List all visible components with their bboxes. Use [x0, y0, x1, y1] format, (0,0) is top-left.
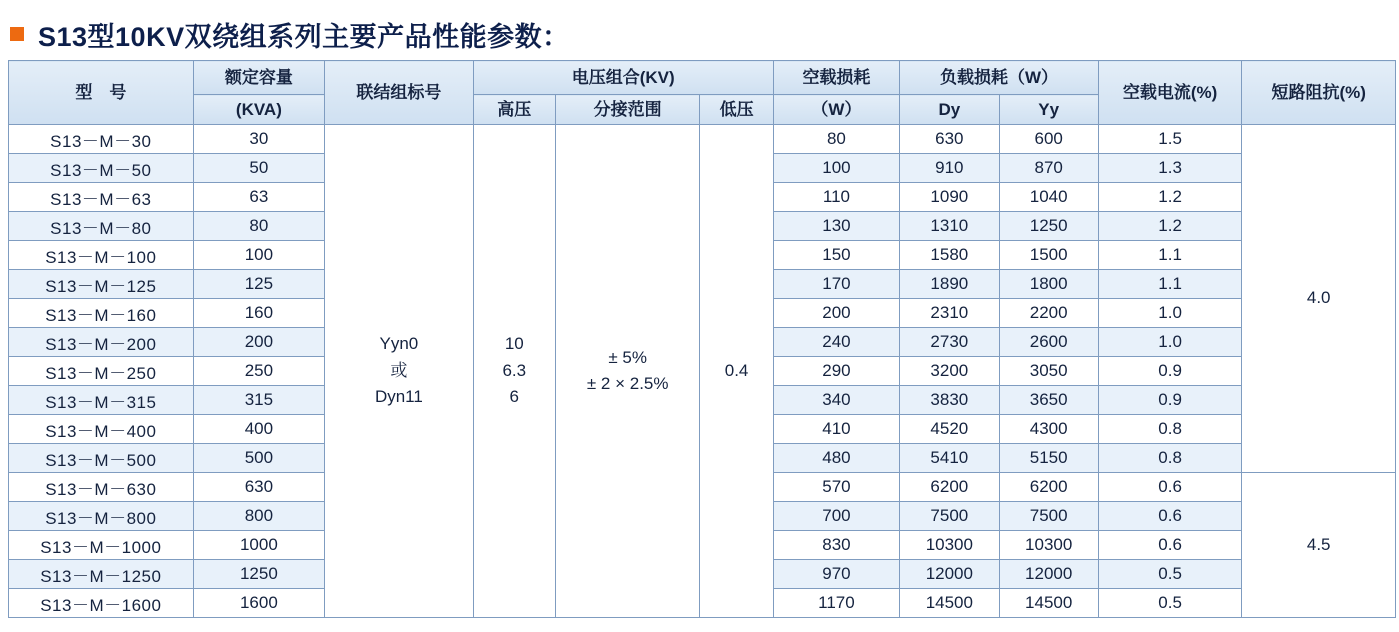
bullet-square-icon [10, 27, 24, 41]
cell-load-loss-dy: 6200 [900, 473, 999, 502]
cell-model: S13－M－30 [9, 125, 194, 154]
cell-load-loss-dy: 14500 [900, 589, 999, 618]
cell-load-loss-yy: 3050 [999, 357, 1098, 386]
cell-load-loss-yy: 14500 [999, 589, 1098, 618]
cell-no-load-current: 1.2 [1098, 212, 1242, 241]
cell-connection-merged [325, 125, 474, 618]
cell-capacity: 100 [193, 241, 324, 270]
cell-model: S13－M－1600 [9, 589, 194, 618]
cell-capacity: 80 [193, 212, 324, 241]
cell-load-loss-dy: 910 [900, 154, 999, 183]
cell-model: S13－M－315 [9, 386, 194, 415]
cell-load-loss-dy: 1580 [900, 241, 999, 270]
cell-no-load-loss: 480 [773, 444, 899, 473]
table-body [9, 125, 1396, 618]
cell-load-loss-yy: 5150 [999, 444, 1098, 473]
voltage-tap-line-2: ± 2 × 2.5% [586, 374, 669, 393]
cell-capacity: 1600 [193, 589, 324, 618]
cell-load-loss-yy: 6200 [999, 473, 1098, 502]
cell-load-loss-yy: 10300 [999, 531, 1098, 560]
cell-no-load-loss: 240 [773, 328, 899, 357]
cell-load-loss-yy: 4300 [999, 415, 1098, 444]
cell-load-loss-yy: 7500 [999, 502, 1098, 531]
cell-no-load-loss: 830 [773, 531, 899, 560]
cell-no-load-current: 0.8 [1098, 444, 1242, 473]
cell-no-load-loss: 170 [773, 270, 899, 299]
cell-capacity: 50 [193, 154, 324, 183]
cell-load-loss-yy: 12000 [999, 560, 1098, 589]
cell-no-load-loss: 200 [773, 299, 899, 328]
page-title: S13型10KV双绕组系列主要产品性能参数： [38, 21, 570, 52]
cell-model: S13－M－630 [9, 473, 194, 502]
cell-model: S13－M－125 [9, 270, 194, 299]
header-load-loss-dy: Dy [900, 95, 999, 125]
voltage-high-line-1: 10 [504, 334, 524, 354]
cell-load-loss-dy: 7500 [900, 502, 999, 531]
cell-no-load-current: 0.8 [1098, 415, 1242, 444]
cell-model: S13－M－100 [9, 241, 194, 270]
cell-capacity: 63 [193, 183, 324, 212]
cell-capacity: 125 [193, 270, 324, 299]
cell-load-loss-yy: 1250 [999, 212, 1098, 241]
cell-model: S13－M－80 [9, 212, 194, 241]
header-no-load-loss [773, 61, 899, 95]
cell-no-load-loss: 100 [773, 154, 899, 183]
cell-no-load-loss: 570 [773, 473, 899, 502]
cell-no-load-current: 0.9 [1098, 357, 1242, 386]
cell-no-load-current: 1.0 [1098, 328, 1242, 357]
cell-no-load-loss: 410 [773, 415, 899, 444]
cell-no-load-loss: 970 [773, 560, 899, 589]
cell-no-load-current: 1.0 [1098, 299, 1242, 328]
cell-model: S13－M－250 [9, 357, 194, 386]
cell-model: S13－M－200 [9, 328, 194, 357]
cell-load-loss-dy: 10300 [900, 531, 999, 560]
cell-no-load-loss: 700 [773, 502, 899, 531]
cell-model: S13－M－160 [9, 299, 194, 328]
header-no-load-current: 空载电流(%) [1098, 61, 1242, 125]
cell-load-loss-dy: 12000 [900, 560, 999, 589]
cell-no-load-current: 0.6 [1098, 502, 1242, 531]
cell-no-load-current: 0.6 [1098, 473, 1242, 502]
cell-no-load-loss: 290 [773, 357, 899, 386]
cell-capacity: 800 [193, 502, 324, 531]
cell-capacity: 1250 [193, 560, 324, 589]
page-title-row [0, 0, 1399, 60]
cell-voltage-high-merged [473, 125, 555, 618]
cell-no-load-current: 0.6 [1098, 531, 1242, 560]
cell-model: S13－M－400 [9, 415, 194, 444]
cell-capacity: 500 [193, 444, 324, 473]
cell-no-load-current: 0.9 [1098, 386, 1242, 415]
cell-capacity: 1000 [193, 531, 324, 560]
voltage-tap-line-1: ± 5% [608, 347, 647, 367]
connection-line-3: Dyn11 [374, 387, 423, 407]
cell-no-load-loss: 150 [773, 241, 899, 270]
header-capacity [193, 61, 324, 95]
cell-capacity: 315 [193, 386, 324, 415]
table-header [9, 61, 1396, 125]
cell-no-load-current: 1.3 [1098, 154, 1242, 183]
cell-load-loss-dy: 4520 [900, 415, 999, 444]
voltage-high-line-3: 6 [509, 387, 520, 407]
cell-load-loss-yy: 1500 [999, 241, 1098, 270]
header-connection: 联结组标号 [325, 61, 474, 125]
cell-model: S13－M－1250 [9, 560, 194, 589]
cell-load-loss-dy: 1090 [900, 183, 999, 212]
cell-load-loss-yy: 600 [999, 125, 1098, 154]
cell-capacity: 400 [193, 415, 324, 444]
cell-load-loss-dy: 5410 [900, 444, 999, 473]
cell-impedance-merged-1: 4.0 [1242, 125, 1396, 473]
cell-load-loss-yy: 2200 [999, 299, 1098, 328]
cell-no-load-current: 1.2 [1098, 183, 1242, 212]
table-row [9, 125, 1396, 154]
cell-no-load-current: 1.1 [1098, 241, 1242, 270]
cell-capacity: 250 [193, 357, 324, 386]
cell-load-loss-yy: 870 [999, 154, 1098, 183]
cell-no-load-loss: 130 [773, 212, 899, 241]
header-no-load-loss-unit: （W） [773, 95, 899, 125]
cell-no-load-loss: 1170 [773, 589, 899, 618]
header-load-loss: 负载损耗（W） [900, 61, 1099, 95]
cell-load-loss-dy: 630 [900, 125, 999, 154]
header-capacity-unit: (KVA) [193, 95, 324, 125]
header-load-loss-yy: Yy [999, 95, 1098, 125]
cell-model: S13－M－63 [9, 183, 194, 212]
cell-no-load-current: 1.5 [1098, 125, 1242, 154]
cell-load-loss-dy: 2730 [900, 328, 999, 357]
voltage-high-line-2: 6.3 [502, 360, 527, 380]
cell-no-load-current: 0.5 [1098, 589, 1242, 618]
header-capacity-label: 额定容量 [224, 67, 293, 87]
cell-no-load-loss: 80 [773, 125, 899, 154]
cell-capacity: 30 [193, 125, 324, 154]
header-model: 型 号 [9, 61, 194, 125]
cell-model: S13－M－800 [9, 502, 194, 531]
header-voltage-low: 低压 [700, 95, 773, 125]
cell-load-loss-yy: 2600 [999, 328, 1098, 357]
cell-load-loss-dy: 3830 [900, 386, 999, 415]
cell-load-loss-dy: 3200 [900, 357, 999, 386]
cell-no-load-current: 1.1 [1098, 270, 1242, 299]
cell-load-loss-dy: 1890 [900, 270, 999, 299]
cell-load-loss-yy: 1040 [999, 183, 1098, 212]
cell-load-loss-dy: 2310 [900, 299, 999, 328]
header-short-circuit-impedance: 短路阻抗(%) [1242, 61, 1396, 125]
cell-impedance-merged-2: 4.5 [1242, 473, 1396, 618]
cell-capacity: 630 [193, 473, 324, 502]
cell-voltage-low-merged: 0.4 [700, 125, 773, 618]
cell-load-loss-yy: 3650 [999, 386, 1098, 415]
spec-table [8, 60, 1396, 618]
cell-model: S13－M－50 [9, 154, 194, 183]
header-no-load-loss-label: 空载损耗 [802, 67, 871, 87]
cell-model: S13－M－1000 [9, 531, 194, 560]
cell-no-load-loss: 340 [773, 386, 899, 415]
cell-load-loss-dy: 1310 [900, 212, 999, 241]
cell-voltage-tap-merged [555, 125, 700, 618]
cell-capacity: 160 [193, 299, 324, 328]
cell-model: S13－M－500 [9, 444, 194, 473]
header-voltage-group: 电压组合(KV) [473, 61, 773, 95]
connection-line-1: Yyn0 [379, 334, 419, 354]
cell-capacity: 200 [193, 328, 324, 357]
connection-line-2: 或 [390, 360, 408, 380]
header-voltage-tap: 分接范围 [555, 95, 700, 125]
header-voltage-high: 高压 [473, 95, 555, 125]
cell-no-load-loss: 110 [773, 183, 899, 212]
cell-load-loss-yy: 1800 [999, 270, 1098, 299]
cell-no-load-current: 0.5 [1098, 560, 1242, 589]
